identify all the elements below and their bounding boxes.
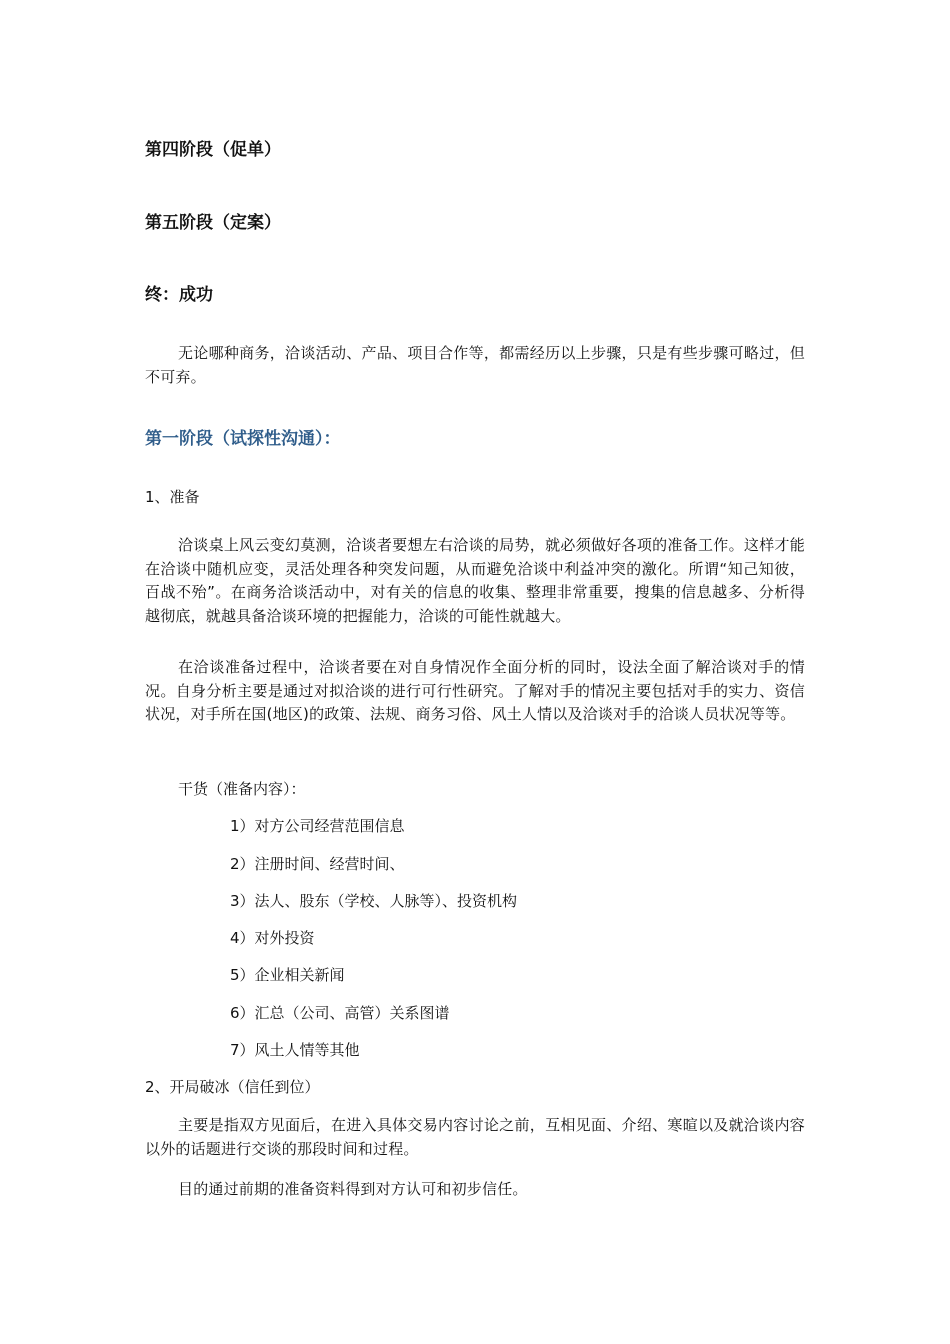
list-item: 7）风土人情等其他 [230,1041,360,1059]
list-item: 1）对方公司经营范围信息 [230,817,405,835]
list-item: 6）汇总（公司、高管）关系图谱 [230,1004,450,1022]
heading-stage5: 第五阶段（定案） [145,213,281,233]
list-item: 2）注册时间、经营时间、 [230,855,405,873]
heading-end: 终：成功 [145,285,213,305]
section1-title: 1、准备 [145,488,200,506]
intro-paragraph: 无论哪种商务，洽谈活动、产品、项目合作等，都需经历以上步骤，只是有些步骤可略过，但不可弃。 [145,344,805,386]
section1-paragraph1: 洽谈桌上风云变幻莫测，洽谈者要想左右洽谈的局势，就必须做好各项的准备工作。这样才能在洽谈中随机应变，灵活处理各种突发问题，从而避免洽谈中利益冲突的激化。所谓“知己知彼，百战不殆”。在商务洽谈活动中，对有关的信息的收集、整理非常重要，搜集的信息越多、分析得越彻底，就越具备洽谈环境的把握能力，洽谈的可能性就越大。 [145,536,805,625]
section2-paragraph1: 主要是指双方见面后，在进入具体交易内容讨论之前，互相见面、介绍、寒暄以及就洽谈内容以外的话题进行交谈的那段时间和过程。 [145,1116,805,1158]
prep-list-title: 干货（准备内容）： [178,780,306,798]
list-item: 5）企业相关新闻 [230,966,345,984]
section1-paragraph2: 在洽谈准备过程中，洽谈者要在对自身情况作全面分析的同时，设法全面了解洽谈对手的情况。自身分析主要是通过对拟洽谈的进行可行性研究。了解对手的情况主要包括对手的实力、资信状况，对手所在国(地区)的政策、法规、商务习俗、风土人情以及洽谈对手的洽谈人员状况等等。 [145,658,805,723]
section2-paragraph2: 目的通过前期的准备资料得到对方认可和初步信任。 [178,1180,528,1198]
list-item: 3）法人、股东（学校、人脉等）、投资机构 [230,892,518,910]
heading-stage1: 第一阶段（试探性沟通）： [145,429,341,449]
section2-title: 2、开局破冰（信任到位） [145,1078,320,1096]
heading-stage4: 第四阶段（促单） [145,140,281,160]
list-item: 4）对外投资 [230,929,315,947]
